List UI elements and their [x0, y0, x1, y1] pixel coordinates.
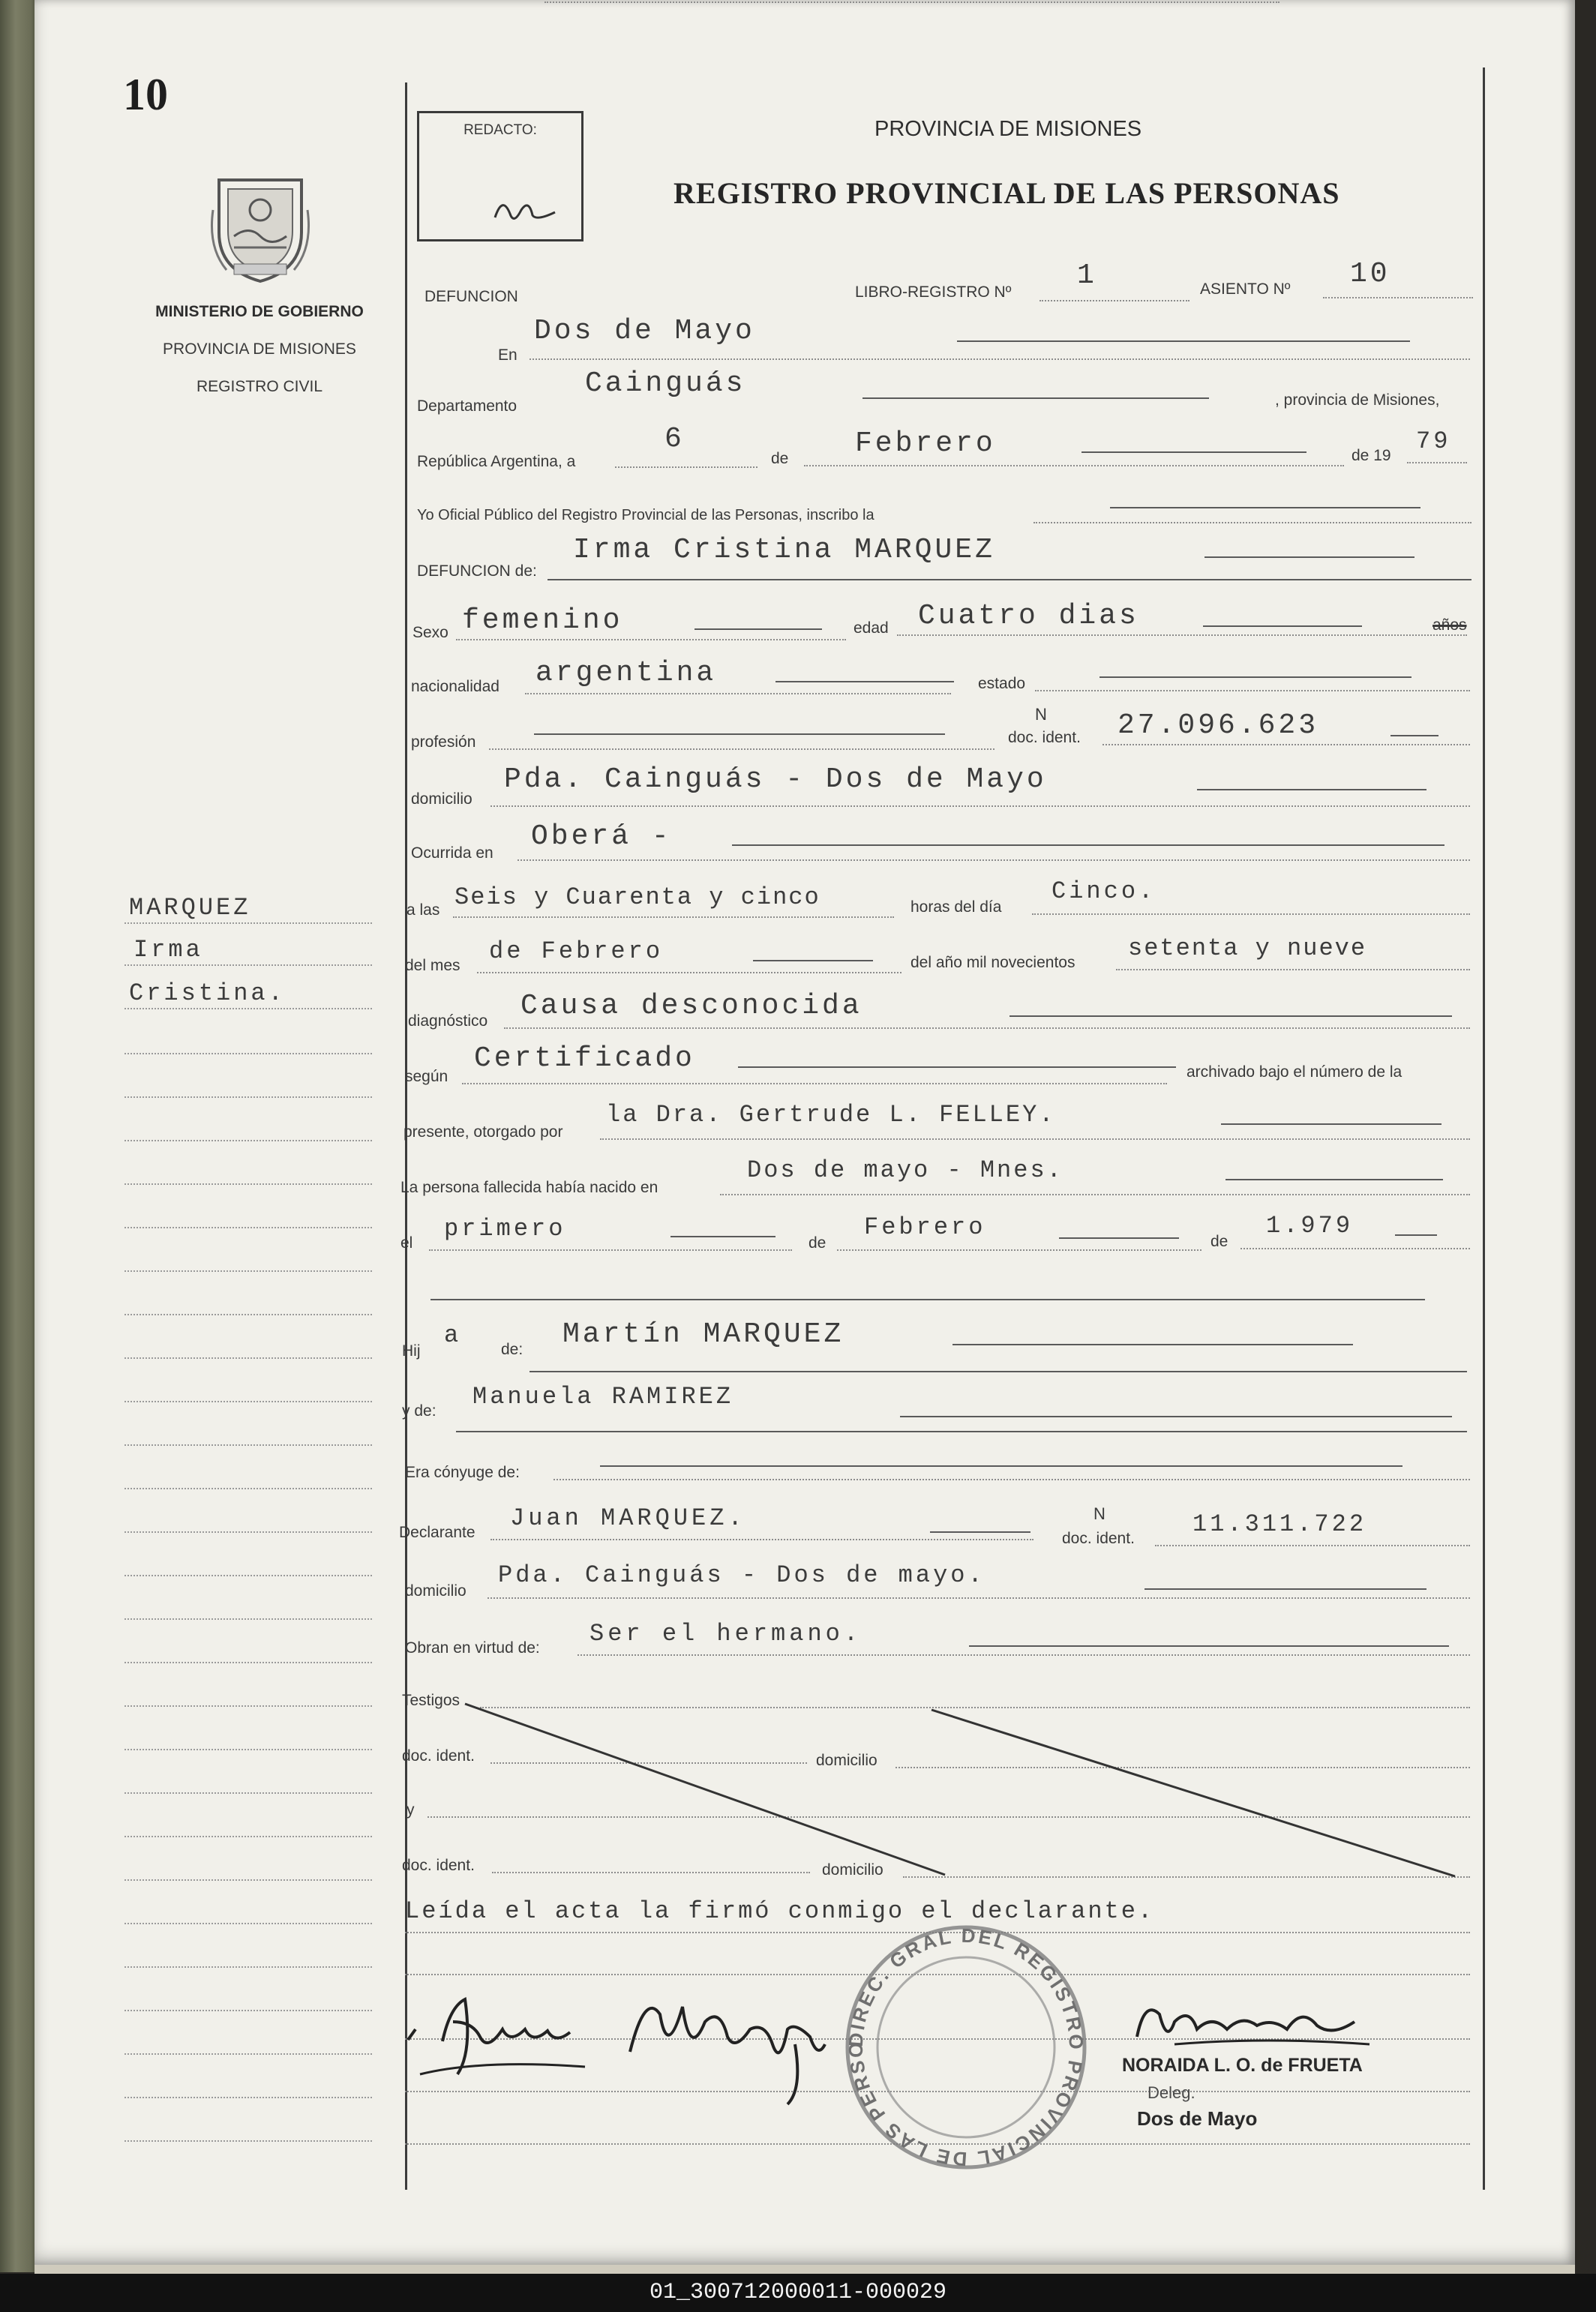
decl-domicilio-label: domicilio — [405, 1582, 466, 1600]
ministry-title: MINISTERIO DE GOBIERNO — [155, 303, 364, 320]
delmes-label: del mes — [405, 957, 460, 974]
ocurrida-dots — [518, 858, 1470, 861]
mes-value: Febrero — [855, 427, 996, 460]
presente-label: presente, otorgado por — [404, 1123, 563, 1141]
diagnostico-label: diagnóstico — [408, 1012, 488, 1030]
alas-value: Seis y Cuarenta y cinco — [454, 883, 820, 911]
anio-value: 79 — [1416, 427, 1451, 455]
diagnostico-dots — [504, 1026, 1470, 1029]
record-type: DEFUNCION — [424, 288, 518, 305]
doc-ident-label: doc. ident. — [1008, 729, 1081, 746]
presente-dots — [600, 1137, 1470, 1140]
declarante-signature — [405, 1977, 870, 2112]
nacido-value: Dos de mayo - Mnes. — [747, 1156, 1064, 1184]
nacido-stroke — [1226, 1177, 1443, 1180]
oficial-stroke — [1110, 505, 1420, 508]
t-y-label: y — [406, 1801, 415, 1819]
decl-doc-value: 11.311.722 — [1192, 1510, 1367, 1538]
margin-first-name: Irma — [134, 936, 203, 964]
el-value: primero — [444, 1215, 566, 1243]
ocurrida-value: Oberá - — [531, 820, 672, 853]
edad-struck: años — [1432, 616, 1467, 634]
libro-dots — [1040, 298, 1190, 301]
asiento-label: ASIENTO Nº — [1200, 280, 1291, 298]
domicilio-dots — [490, 804, 1470, 807]
obran-dots — [578, 1653, 1470, 1656]
delmes-value: de Febrero — [489, 937, 664, 965]
sexo-dots — [456, 637, 846, 640]
anio-mil-label: del año mil novecientos — [910, 954, 1076, 971]
redacto-label: REDACTO: — [464, 122, 537, 138]
declarante-dots — [490, 1537, 1034, 1540]
estado-stroke — [1100, 675, 1412, 678]
page-number: 10 — [123, 70, 168, 119]
t-domicilio-label: domicilio — [816, 1752, 878, 1769]
el-mes-dots — [837, 1248, 1202, 1251]
padre-stroke — [952, 1342, 1353, 1345]
alas-label: a las — [406, 901, 440, 919]
el-anio-value: 1.979 — [1266, 1212, 1354, 1240]
hij-suffix: a — [444, 1321, 462, 1349]
departamento-dots — [544, 0, 1280, 3]
estado-label: estado — [978, 675, 1026, 692]
decl-domicilio-value: Pda. Cainguás - Dos de mayo. — [498, 1561, 986, 1589]
ministry-registro: REGISTRO CIVIL — [196, 378, 323, 395]
edad-stroke — [1203, 624, 1362, 627]
svg-text:DIREC. GRAL DEL REGISTRO PROVI: DIREC. GRAL DEL REGISTRO PROVINCIAL DE LAS PERSO — [844, 1924, 1088, 2171]
nacido-dots — [720, 1192, 1470, 1195]
alas-dots — [453, 915, 894, 918]
nacionalidad-label: nacionalidad — [411, 678, 500, 695]
el-anio-dots — [1240, 1246, 1470, 1249]
ocurrida-label: Ocurrida en — [411, 844, 494, 862]
en-label: En — [498, 346, 518, 364]
nacionalidad-stroke — [776, 679, 954, 682]
de19-label: de 19 — [1352, 447, 1391, 464]
conyuge-stroke — [600, 1464, 1402, 1467]
sexo-value: femenino — [462, 604, 623, 637]
libro-label: LIBRO-REGISTRO Nº — [855, 283, 1012, 301]
edad-label: edad — [854, 619, 889, 637]
doc-ident-dots — [1102, 742, 1470, 745]
segun-value: Certificado — [474, 1042, 695, 1075]
conyuge-label: Era cónyuge de: — [405, 1464, 520, 1481]
profesion-stroke — [534, 732, 945, 735]
anio-dots — [1407, 460, 1467, 463]
official-role: Deleg. — [1148, 2083, 1196, 2102]
decl-domicilio-stroke — [1144, 1587, 1426, 1590]
sexo-stroke — [694, 627, 822, 630]
madre-value: Manuela RAMIREZ — [472, 1383, 734, 1411]
el-de-label: de — [808, 1234, 826, 1252]
segun-label: según — [405, 1068, 448, 1085]
page-edge — [34, 2265, 1575, 2274]
el-extra-line — [430, 1297, 1425, 1300]
margin-surname: MARQUEZ — [129, 894, 251, 922]
libro-value: 1 — [1077, 259, 1097, 292]
departamento-label: Departamento — [417, 397, 518, 415]
mes-dots — [804, 463, 1344, 466]
official-place: Dos de Mayo — [1137, 2107, 1258, 2130]
redacto-initials-icon — [491, 191, 559, 229]
el-mes-value: Febrero — [864, 1213, 986, 1241]
official-signature — [1130, 1992, 1384, 2059]
departamento-value: Cainguás — [585, 367, 746, 400]
official-name: NORAIDA L. O. de FRUETA — [1122, 2055, 1363, 2076]
archivado-label: archivado bajo el número de la — [1186, 1063, 1402, 1081]
diagnostico-value: Causa desconocida — [520, 990, 862, 1022]
mes-stroke — [1082, 450, 1306, 453]
testigos-label: Testigos — [402, 1692, 460, 1709]
horas-label: horas del día — [910, 898, 1002, 916]
en-value: Dos de Mayo — [534, 315, 755, 347]
padre-underline — [530, 1369, 1467, 1372]
edad-value: Cuatro dias — [918, 600, 1139, 632]
delmes-stroke — [753, 958, 873, 961]
registry-title: REGISTRO PROVINCIAL DE LAS PERSONAS — [674, 176, 1340, 210]
oficial-text: Yo Oficial Público del Registro Provincial de las Personas, inscribo la — [417, 507, 874, 523]
madre-stroke — [900, 1414, 1452, 1417]
nacionalidad-dots — [525, 691, 951, 694]
horas-dots — [1032, 912, 1470, 915]
margin-second-name: Cristina. — [129, 979, 286, 1007]
redacto-box — [417, 111, 584, 241]
domicilio-stroke — [1197, 787, 1426, 790]
republica-label: República Argentina, a — [417, 453, 576, 470]
doc-ident-stroke — [1390, 733, 1438, 736]
registry-seal — [838, 1920, 1094, 2175]
testigos-strike-icon — [450, 1687, 1485, 1882]
anio-mil-dots — [1116, 967, 1470, 970]
t-doc-label: doc. ident. — [402, 1747, 475, 1765]
segun-dots — [462, 1081, 1167, 1084]
declarante-label: Declarante — [399, 1524, 476, 1541]
defuncion-de-label: DEFUNCION de: — [417, 562, 537, 580]
decl-doc-dots — [1155, 1543, 1470, 1546]
dia-dots — [615, 465, 758, 468]
decl-doc-n-mark: N — [1094, 1504, 1106, 1523]
conyuge-dots — [554, 1477, 1470, 1480]
sexo-label: Sexo — [412, 624, 448, 641]
asiento-value: 10 — [1350, 258, 1390, 290]
anio-mil-value: setenta y nueve — [1128, 934, 1367, 962]
en-dots — [530, 357, 1470, 360]
doc-ident-value: 27.096.623 — [1118, 709, 1319, 742]
departamento-stroke — [862, 396, 1209, 399]
el-anio-stroke — [1395, 1233, 1437, 1236]
declarante-stroke — [930, 1530, 1030, 1533]
el-label: el — [400, 1234, 413, 1252]
delmes-dots — [477, 970, 902, 973]
defuncion-de-underline — [548, 577, 1472, 580]
book-binding — [0, 0, 39, 2272]
el-dots — [429, 1248, 792, 1251]
yde-label: y de: — [402, 1402, 436, 1420]
en-stroke — [957, 339, 1410, 342]
el-stroke — [670, 1234, 776, 1237]
ocurrida-stroke — [732, 843, 1444, 846]
t2-doc-label: doc. ident. — [402, 1857, 475, 1874]
horas-value: Cinco. — [1052, 877, 1156, 905]
asiento-dots — [1323, 295, 1473, 298]
segun-stroke — [738, 1065, 1176, 1068]
estado-dots — [1035, 688, 1470, 691]
declarante-value: Juan MARQUEZ. — [510, 1504, 746, 1532]
closing-sentence: Leída el acta la firmó conmigo el declarante. — [405, 1897, 1155, 1925]
ministry-province: PROVINCIA DE MISIONES — [163, 340, 356, 358]
dia-de-label: de — [771, 450, 789, 467]
doc-n-mark: N — [1035, 705, 1047, 724]
obran-label: Obran en virtud de: — [405, 1639, 540, 1657]
obran-value: Ser el hermano. — [590, 1620, 862, 1648]
hij-de-label: de: — [501, 1341, 524, 1358]
presente-value: la Dra. Gertrude L. FELLEY. — [606, 1101, 1056, 1129]
provincial-seal-icon — [204, 165, 316, 285]
edad-dots — [897, 633, 1467, 636]
el-mes-stroke — [1059, 1236, 1179, 1239]
nacionalidad-value: argentina — [536, 657, 717, 689]
hij-label: Hij — [402, 1342, 421, 1360]
obran-stroke — [969, 1644, 1449, 1647]
decl-domicilio-dots — [488, 1596, 1470, 1599]
presente-stroke — [1221, 1122, 1442, 1125]
profesion-label: profesión — [411, 733, 476, 751]
t2-domicilio-label: domicilio — [822, 1861, 884, 1879]
nacido-label: La persona fallecida había nacido en — [400, 1179, 658, 1196]
defuncion-de-stroke — [1204, 555, 1414, 558]
el-de2-label: de — [1210, 1233, 1228, 1250]
padre-value: Martín MARQUEZ — [562, 1318, 844, 1351]
decl-doc-label: doc. ident. — [1062, 1530, 1135, 1547]
provincia-label: , provincia de Misiones, — [1275, 391, 1440, 409]
dia-value: 6 — [664, 423, 685, 455]
domicilio-value: Pda. Cainguás - Dos de Mayo — [504, 763, 1047, 796]
diagnostico-stroke — [1010, 1014, 1452, 1017]
profesion-dots — [489, 747, 994, 750]
image-caption: 01_300712000011-000029 — [0, 2274, 1596, 2312]
madre-underline — [456, 1429, 1467, 1432]
defuncion-de-value: Irma Cristina MARQUEZ — [573, 534, 995, 566]
domicilio-label: domicilio — [411, 790, 472, 808]
oficial-dots — [1034, 520, 1472, 523]
province-title: PROVINCIA DE MISIONES — [874, 117, 1142, 141]
